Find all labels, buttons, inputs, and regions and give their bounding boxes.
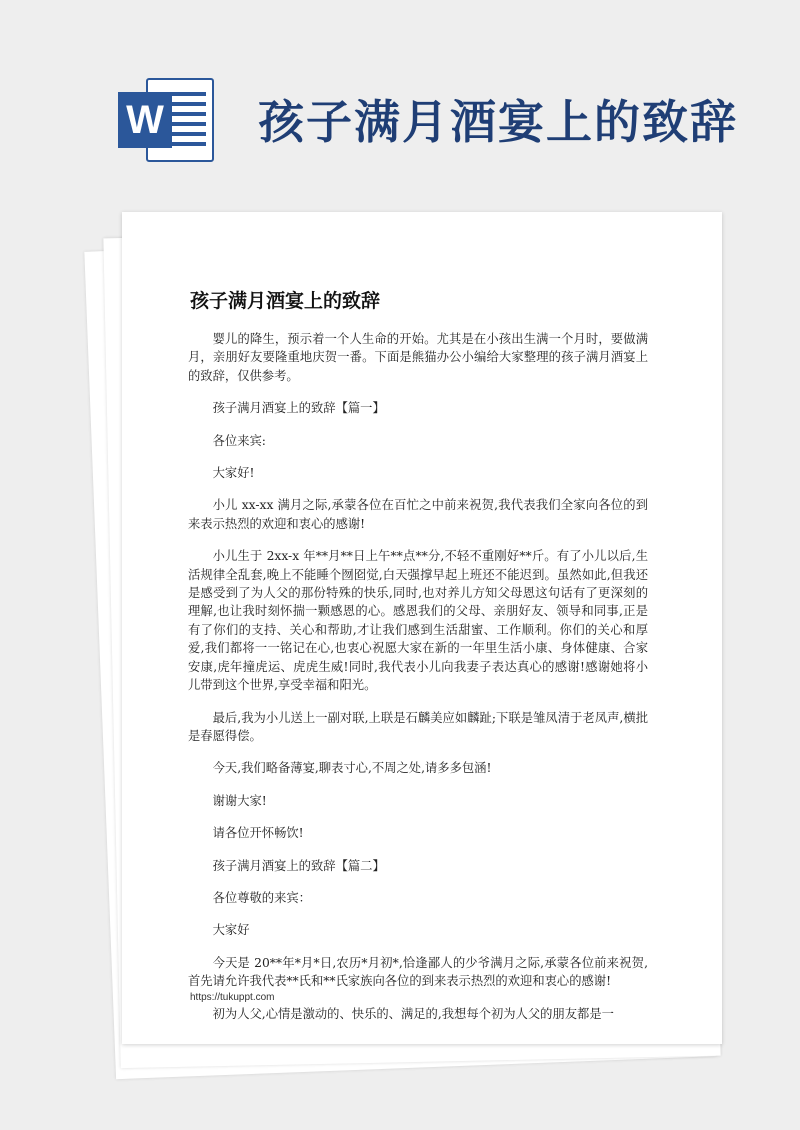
paragraph: 谢谢大家! <box>212 793 267 808</box>
page-title: 孩子满月酒宴上的致辞 <box>258 95 738 149</box>
paragraph: 今天是 20**年*月*日,农历*月初*,恰逢鄙人的少爷满月之际,承蒙各位前来祝贺,首先请允许我代表**氏和**氏家族向各位的到来表示热烈的欢迎和衷心的感谢! <box>188 955 648 989</box>
section-heading: 孩子满月酒宴上的致辞【篇一】 <box>212 401 385 416</box>
section-heading: 孩子满月酒宴上的致辞【篇二】 <box>212 858 385 873</box>
paragraph: 最后,我为小儿送上一副对联,上联是石麟美应如麟趾;下联是雏凤清于老凤声,横批是春愿得偿。 <box>188 710 648 743</box>
paragraph: 各位来宾: <box>212 433 266 448</box>
document-body <box>188 330 648 1037</box>
paragraph: 小儿生于 2xx-x 年**月**日上午**点**分,不轻不重刚好**斤。有了小儿以后,生活规律全乱套,晚上不能睡个囫囵觉,白天强撑早起上班还不能迟到。虽然如此,但我还是感受到了为人父的那份特殊的快乐,同时,也对养儿方知父母恩这句话有了更深刻的理解,也让我时刻怀揣一颗感恩的心。感恩我们的父母、亲朋好友、领导和同事,正是有了你们的支持、关心和帮助,才让我们感到生活甜蜜、工作顺利。你们的关心和厚爱,我们都将一一铭记在心,也衷心祝愿大家在新的一年里生活小康、身体健康、合家安康,虎年撞虎运、虎虎生威!同时,我代表小儿向我妻子表达真心的感谢!感谢她将小儿带到这个世界,享受幸福和阳光。 <box>188 549 648 693</box>
document-page <box>122 212 722 1044</box>
footer-url[interactable]: https://tukuppt.com <box>190 992 275 1003</box>
paragraph: 婴儿的降生，预示着一个人生命的开始。尤其是在小孩出生满一个月时，要做满月，亲朋好友要隆重地庆贺一番。下面是熊猫办公小编给大家整理的孩子满月酒宴上的致辞，仅供参考。 <box>188 332 648 383</box>
document-title: 孩子满月酒宴上的致辞 <box>190 290 381 312</box>
paragraph: 请各位开怀畅饮! <box>212 826 304 841</box>
word-icon <box>118 78 218 162</box>
paragraph: 各位尊敬的来宾： <box>212 890 311 905</box>
word-badge: W <box>118 92 172 148</box>
paragraph: 大家好! <box>212 466 255 481</box>
paragraph: 初为人父,心情是激动的、快乐的、满足的,我想每个初为人父的朋友都是一 <box>212 1006 614 1021</box>
paragraph: 大家好 <box>212 923 250 938</box>
paragraph: 小儿 xx-xx 满月之际,承蒙各位在百忙之中前来祝贺,我代表我们全家向各位的到来表示热烈的欢迎和衷心的感谢! <box>188 498 648 531</box>
paragraph: 今天,我们略备薄宴,聊表寸心,不周之处,请多多包涵! <box>212 761 492 776</box>
header-banner <box>0 0 800 210</box>
